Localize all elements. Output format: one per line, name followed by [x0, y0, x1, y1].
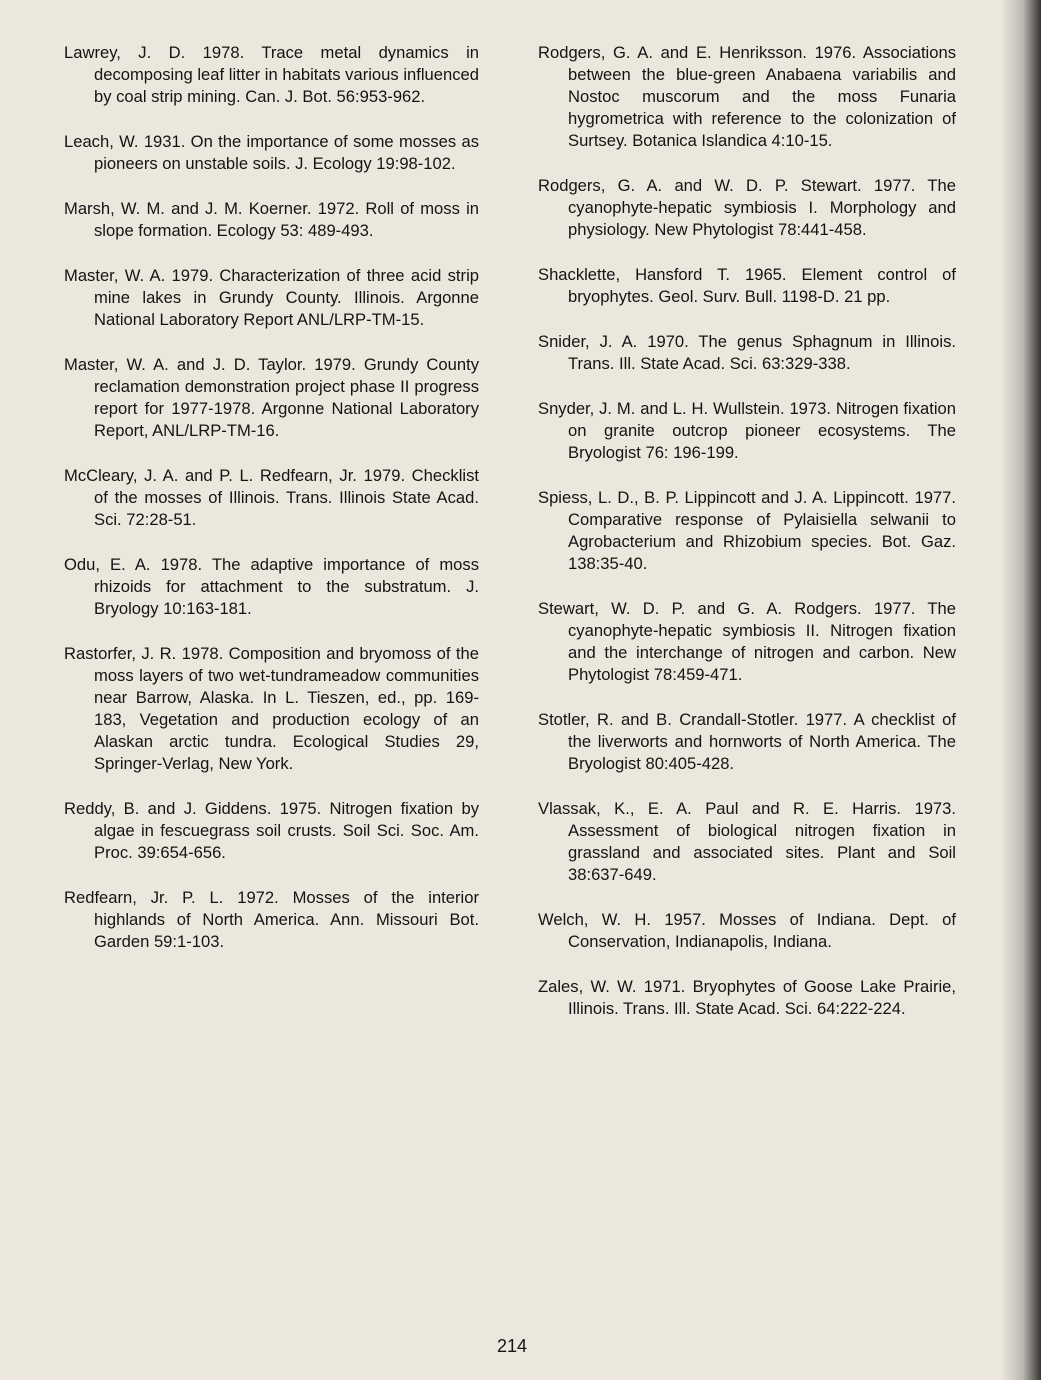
reference-entry: Rastorfer, J. R. 1978. Composition and bryomoss of the moss layers of two wet-tundrameadow communities near Barrow, Alaska. In L. Tieszen, ed., pp. 169-183, Vegetation and production ecology of an Alaskan arctic tundra. Ecological Studies 29, Springer-Verlag, New York.	[64, 644, 479, 773]
page-number: 214	[497, 1336, 528, 1356]
reference-entry: Vlassak, K., E. A. Paul and R. E. Harris. 1973. Assessment of biological nitrogen fixation in grassland and associated sites. Plant and Soil 38:637-649.	[538, 799, 956, 884]
reference-entry: McCleary, J. A. and P. L. Redfearn, Jr. 1979. Checklist of the mosses of Illinois. Trans. Illinois State Acad. Sci. 72:28-51.	[64, 466, 479, 529]
reference-entry: Leach, W. 1931. On the importance of some mosses as pioneers on unstable soils. J. Ecology 19:98-102.	[64, 132, 479, 173]
reference-entry: Rodgers, G. A. and W. D. P. Stewart. 1977. The cyanophyte-hepatic symbiosis I. Morphology and physiology. New Phytologist 78:441-458.	[538, 176, 956, 239]
reference-entry: Shacklette, Hansford T. 1965. Element control of bryophytes. Geol. Surv. Bull. 1198-D. 21 pp.	[538, 265, 956, 306]
reference-entry: Stotler, R. and B. Crandall-Stotler. 1977. A checklist of the liverworts and hornworts of North America. The Bryologist 80:405-428.	[538, 710, 956, 773]
reference-entry: Spiess, L. D., B. P. Lippincott and J. A. Lippincott. 1977. Comparative response of Pylaisiella selwanii to Agrobacterium and Rhizobium species. Bot. Gaz. 138:35-40.	[538, 488, 956, 573]
reference-entry: Welch, W. H. 1957. Mosses of Indiana. Dept. of Conservation, Indianapolis, Indiana.	[538, 910, 956, 951]
reference-entry: Snyder, J. M. and L. H. Wullstein. 1973. Nitrogen fixation on granite outcrop pioneer ecosystems. The Bryologist 76: 196-199.	[538, 399, 956, 462]
references-right-column	[538, 42, 956, 1043]
reference-entry: Snider, J. A. 1970. The genus Sphagnum in Illinois. Trans. Ill. State Acad. Sci. 63:329-338.	[538, 332, 956, 373]
page-binding-shadow	[1001, 0, 1041, 1380]
reference-entry: Master, W. A. and J. D. Taylor. 1979. Grundy County reclamation demonstration project phase II progress report for 1977-1978. Argonne National Laboratory Report, ANL/LRP-TM-16.	[64, 355, 479, 440]
reference-entry: Odu, E. A. 1978. The adaptive importance of moss rhizoids for attachment to the substratum. J. Bryology 10:163-181.	[64, 555, 479, 618]
reference-entry: Marsh, W. M. and J. M. Koerner. 1972. Roll of moss in slope formation. Ecology 53: 489-493.	[64, 199, 479, 240]
reference-entry: Reddy, B. and J. Giddens. 1975. Nitrogen fixation by algae in fescuegrass soil crusts. Soil Sci. Soc. Am. Proc. 39:654-656.	[64, 799, 479, 862]
reference-entry: Master, W. A. 1979. Characterization of three acid strip mine lakes in Grundy County. Illinois. Argonne National Laboratory Report ANL/LRP-TM-15.	[64, 266, 479, 329]
reference-entry: Lawrey, J. D. 1978. Trace metal dynamics in decomposing leaf litter in habitats various influenced by coal strip mining. Can. J. Bot. 56:953-962.	[64, 43, 479, 106]
references-left-column	[64, 42, 479, 976]
reference-entry: Redfearn, Jr. P. L. 1972. Mosses of the interior highlands of North America. Ann. Missouri Bot. Garden 59:1-103.	[64, 888, 479, 951]
reference-entry: Rodgers, G. A. and E. Henriksson. 1976. Associations between the blue-green Anabaena variabilis and Nostoc muscorum and the moss Funaria hygrometrica with reference to the colonization of Surtsey. Botanica Islandica 4:10-15.	[538, 43, 956, 150]
reference-entry: Zales, W. W. 1971. Bryophytes of Goose Lake Prairie, Illinois. Trans. Ill. State Acad. Sci. 64:222-224.	[538, 977, 956, 1018]
reference-entry: Stewart, W. D. P. and G. A. Rodgers. 1977. The cyanophyte-hepatic symbiosis II. Nitrogen fixation and the interchange of nitrogen and carbon. New Phytologist 78:459-471.	[538, 599, 956, 684]
